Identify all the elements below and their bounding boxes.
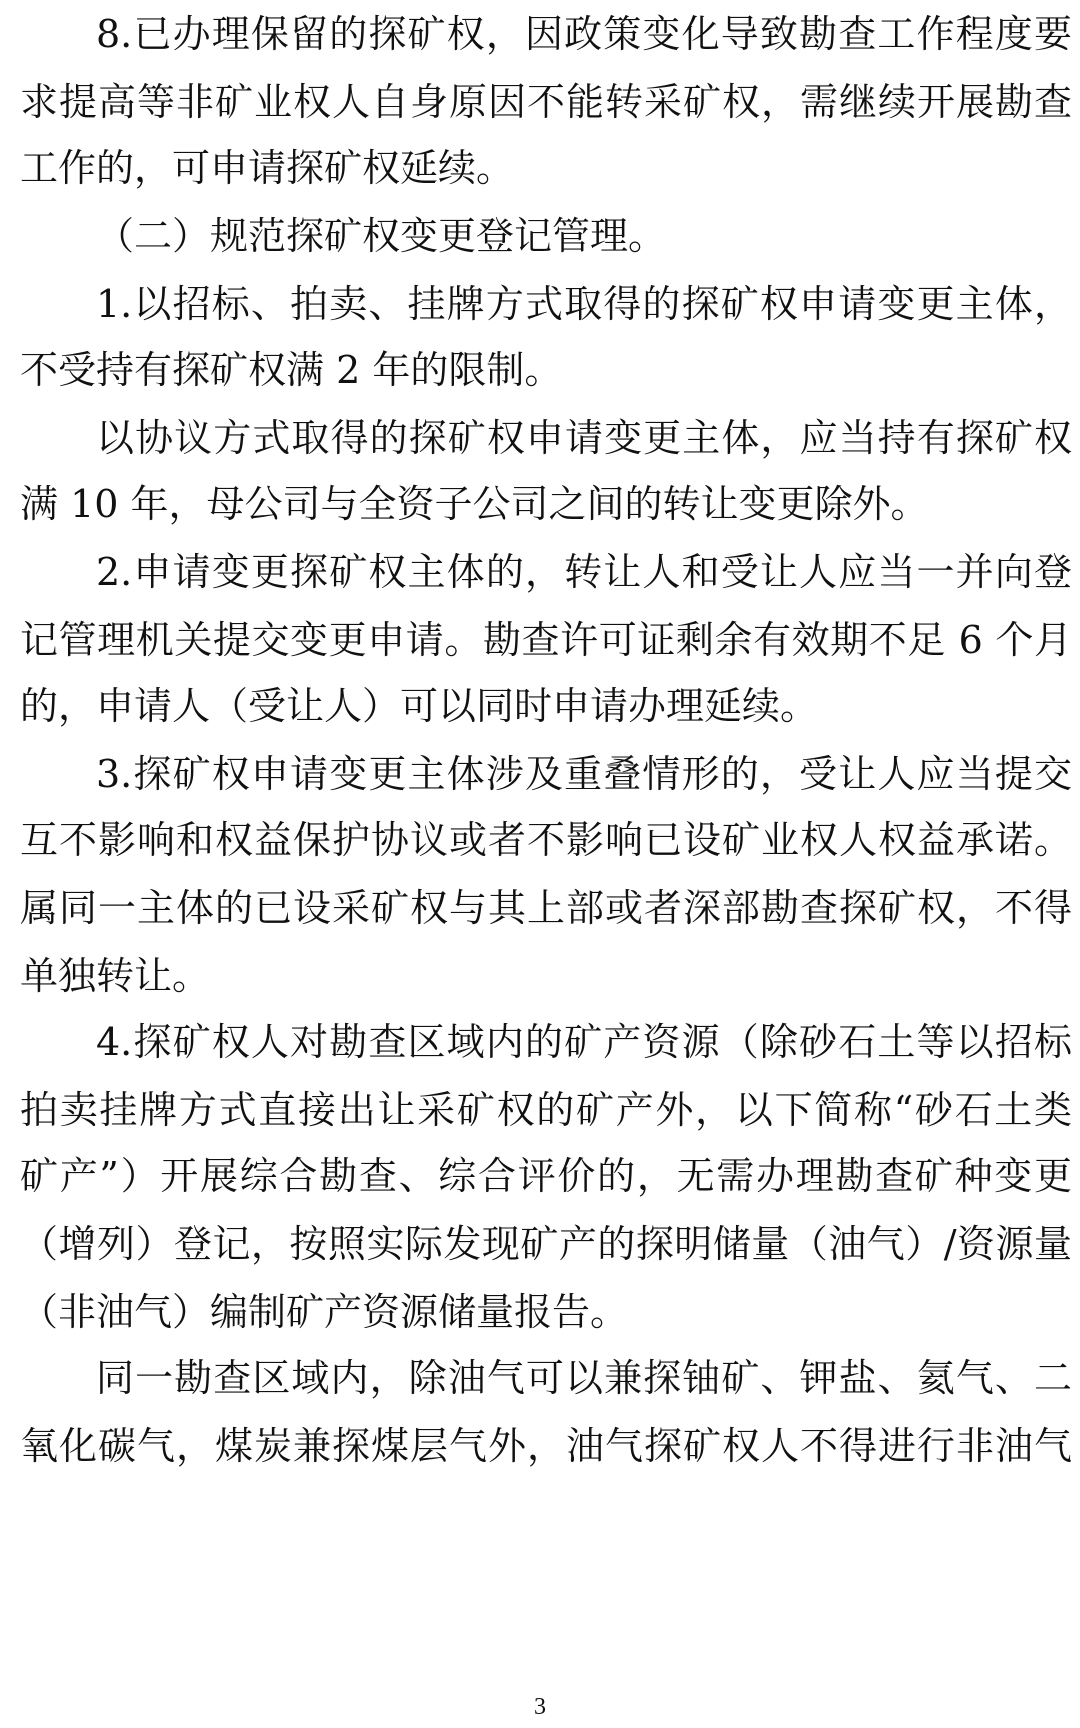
text-line: 3.探矿权申请变更主体涉及重叠情形的，受让人应当提交: [96, 752, 1072, 796]
text-line: 1.以招标、拍卖、挂牌方式取得的探矿权申请变更主体，: [96, 282, 1072, 326]
text-line: （增列）登记，按照实际发现矿产的探明储量（油气）/资源量: [20, 1222, 1072, 1266]
text-line: 属同一主体的已设采矿权与其上部或者深部勘查探矿权，不得: [20, 886, 1072, 930]
text-line: 单独转让。: [20, 954, 211, 998]
text-line: 不受持有探矿权满 2 年的限制。: [20, 348, 563, 392]
text-line: 满 10 年，母公司与全资子公司之间的转让变更除外。: [20, 482, 929, 526]
text-line: 矿产”）开展综合勘查、综合评价的，无需办理勘查矿种变更: [20, 1154, 1072, 1198]
text-line: 工作的，可申请探矿权延续。: [20, 146, 515, 190]
document-page: [20, 0, 1072, 1728]
section-heading: （二）规范探矿权变更登记管理。: [96, 214, 667, 258]
text-line: 4.探矿权人对勘查区域内的矿产资源（除砂石土等以招标: [96, 1020, 1072, 1064]
text-line: 拍卖挂牌方式直接出让采矿权的矿产外，以下简称“砂石土类: [20, 1088, 1072, 1132]
text-line: 互不影响和权益保护协议或者不影响已设矿业权人权益承诺。: [20, 818, 1072, 862]
text-line: 氧化碳气，煤炭兼探煤层气外，油气探矿权人不得进行非油气: [20, 1424, 1072, 1468]
text-line: 记管理机关提交变更申请。勘查许可证剩余有效期不足 6 个月: [20, 618, 1072, 662]
text-line: 的，申请人（受让人）可以同时申请办理延续。: [20, 684, 819, 728]
text-line: 8.已办理保留的探矿权，因政策变化导致勘查工作程度要: [96, 12, 1072, 56]
text-line: （非油气）编制矿产资源储量报告。: [20, 1290, 629, 1334]
page-number: 3: [534, 1694, 546, 1720]
text-line: 2.申请变更探矿权主体的，转让人和受让人应当一并向登: [96, 550, 1072, 594]
text-line: 以协议方式取得的探矿权申请变更主体，应当持有探矿权: [96, 416, 1072, 460]
text-line: 求提高等非矿业权人自身原因不能转采矿权，需继续开展勘查: [20, 80, 1072, 124]
text-line: 同一勘查区域内，除油气可以兼探铀矿、钾盐、氦气、二: [96, 1356, 1072, 1400]
